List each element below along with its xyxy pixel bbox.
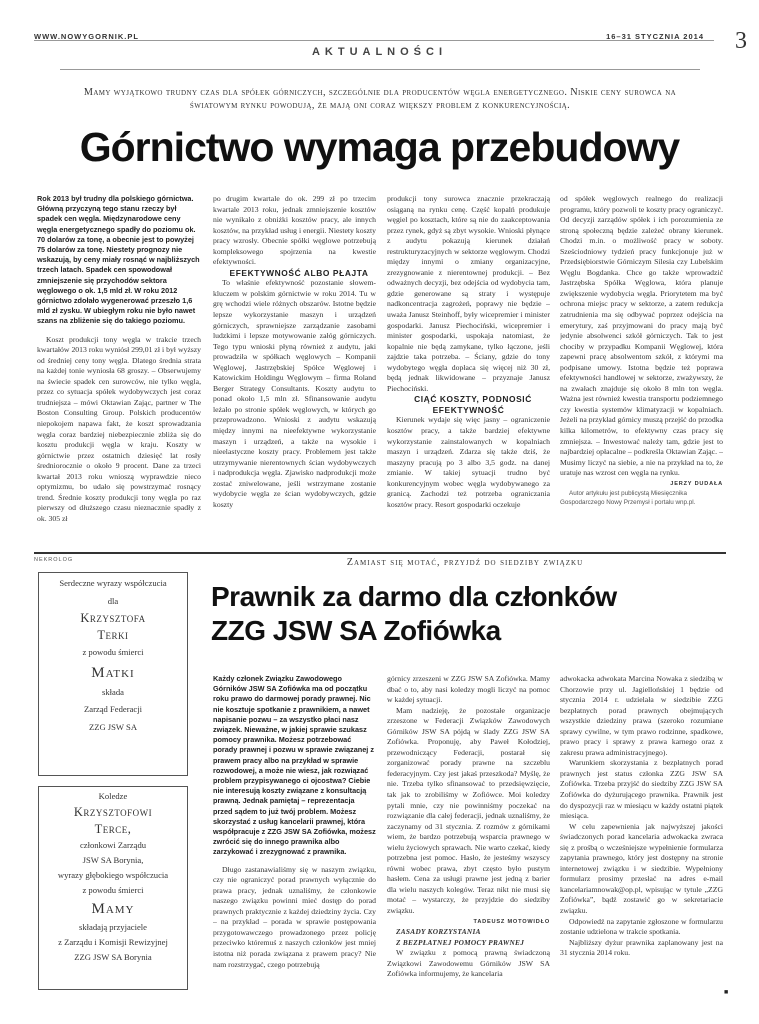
obituary-text: Serdeczne wyrazy współczucia (59, 578, 167, 588)
article-column-4 (560, 194, 723, 546)
subheading: Z BEZPŁATNEJ POMOCY PRAWNEJ (396, 937, 525, 947)
obituary-name: Terki (97, 628, 129, 642)
article-title: Górnictwo wymaga przebudowy (79, 124, 680, 170)
title-line: ZZG JSW SA Zofiówka (211, 615, 501, 646)
section-title: AKTUALNOŚCI (311, 46, 448, 58)
paragraph: po drugim kwartale do ok. 299 zł po trzecim kwartale 2013 roku, jednak zmniejszenie kosztów nie wynikało z obniżki kosztów pracy, ale innych kosztów, na przykład usług i energii. Niestety koszty pracy wzrosły. Obecnie spółki węglowe potrzebują kompleksowego spojrzenia na kwestie efektywności. (213, 194, 376, 267)
article2-column-1 (213, 674, 376, 992)
obituary-text: ZZG JSW SA (88, 721, 138, 732)
obituary-text: wyrazy głębokiego współczucia (57, 870, 169, 880)
author-signature: JERZY DUDAŁA (670, 480, 723, 487)
article-divider (34, 552, 726, 554)
page-number: 3 (735, 28, 747, 54)
title-line: Prawnik za darmo dla członków (211, 581, 617, 612)
paragraph: Długo zastanawialiśmy się w naszym związku, czy nie ograniczyć porad prawnych wyłącznie do prawa pracy, jednak uznaliśmy, że członkowie naszego związku powinni mieć dostęp do porad prawnych praktycznie z każdej dziedziny życia. Czy – na przykład – porada w sprawie postępowania przygotowawczego prowadzonego przez policję przeciwko któremuś z naszych członków jest mniej istotna niż porada związana z prawem pracy? Nie nam rozstrzygać, czego potrzebują (213, 864, 376, 969)
obituary-deceased: Matki (91, 664, 135, 681)
paragraph: Mam nadzieję, że pozostałe organizacje zrzeszone w Federacji Związków Zawodowych Górników JSW SA pójdą w ślady ZZG JSW SA Zofiówka. Proponuję, aby Paweł Kołodziej, przewodniczący Federacji, postarał się zorganizować porady prawne na szczeblu federacyjnym. Czy jest jakaś przeszkoda? Myślę, że nie. Trzeba tylko sfinansować to przedsięwzięcie, tak jak to zrobiliśmy w Zofiówce. Moi koledzy pytali mnie, czy nie powinniśmy poczekać na rozwiązanie dla całej federacji, jednak uznaliśmy, że zaczynamy od 31 stycznia. Z rozmów z górnikami wiem, że bardzo potrzebują wsparcia prawnego w wielu życiowych sprawach. Nie warto czekać, kiedy potrzebna jest pomoc. Hasło, że jesteśmy wszyscy równi wobec prawa, zbyt często było pustym hasłem. Cena za usługi prawne jest jedną z barier dla wielu naszych kolegów. Teraz nikt nie musi się motać – wystarczy, że przyjdzie do siedziby związku. (387, 705, 550, 916)
end-mark: ■ (724, 988, 729, 996)
article-column-1 (37, 194, 201, 546)
obituary-name: Terce, (94, 822, 132, 836)
obituary-text: dla (107, 595, 119, 606)
obituary-text: z powodu śmierci (82, 647, 144, 657)
article-kicker: Zamiast się motać, przyjdź do siedziby związku (346, 557, 584, 568)
obituary-name: Krzysztofowi (73, 805, 153, 819)
article-title-2 (211, 580, 731, 648)
page-header (34, 26, 726, 40)
article-intro: Rok 2013 był trudny dla polskiego górnictwa. Główną przyczyną tego stanu rzeczy był spadek cen węgla. Międzynarodowe ceny węgla energetycznego spadły do poziomu ok. 70 dolarów za tonę, a obecnie jest to powyżej 75 dolarów za tonę. Niestety prognozy nie wskazują, by ceny miały rosnąć w najbliższych trzech latach. Spadek cen spowodował zmniejszenie się przychodów sektora węglowego o ok. 1,5 mld zł. W roku 2012 górnictwo zdołało wygenerować przeszło 1,6 mld zł zysku. W ubiegłym roku nie było nawet szans na zbliżenie się do takiego poziomu. (37, 194, 200, 326)
paragraph: Warunkiem skorzystania z bezpłatnych porad prawnych jest status członka ZZG JSW SA Zofiówka. Trzeba przyjść do siedziby ZZG JSW SA Zofiówka do dyżurującego prawnika. Prawnik jest do dyspozycji raz w miesiącu w każdy ostatni piątek miesiąca. (560, 758, 723, 821)
author-signature: TADEUSZ MOTOWIDŁO (473, 918, 550, 925)
article-column-3 (387, 194, 550, 546)
paragraph: od spółek węglowych realnego do realizacji programu, który pozwoli te koszty pracy ograniczyć. Od decyzji zarządów spółek i ich porozumienia ze stroną społeczną będzie zależeć obrany kierunek. Chodzi m.in. o możliwość pracy w soboty. Sześciodniowy tydzień pracy funkcjonuje już w Przedsiębiorstwie Górniczym Silesia czy Lubelskim Węglu Bogdanka. Chce go także wprowadzić Jastrzębska Spółka Węglowa, która planuje zwiększenie wydobycia węgla. Priorytetem ma być ochrona miejsc pracy w sektorze, a zatem redukcja zatrudnienia ma się odbywać poprzez odejścia na emerytury, zaś przyjmowani do pracy mają być jedynie absolwenci szkół górniczych. Tak to jest chociby w przypadku Kompanii Węglowej, która zapewni pracę absolwentom szkół, z którymi ma podpisane umowy. Istotna będzie też poprawa efektywności handlowej w sektorze, zważywszy, że na zwałach znajduje się około 8 mln ton węgla. Ważna jest również kwestia transportu podziemnego czy kwestia systemów klimatyzacji w kopalniach. Jeżeli na przykład górnicy muszą przejść do przodka kilka kilometrów, to efektywny czas pracy się zmniejsza. – Inwestować należy tam, gdzie jest to najbardziej opłacalne – podkreśla Oktawian Zając. – Musimy liczyć na siebie, a nie na przykład na to, że uratuje nas wzrost cen węgla na rynku. (560, 194, 723, 478)
paragraph: W związku z pomocą prawną świadczoną Związkowi Zawodowemu Górników JSW SA Zofiówka informujemy, że kancelaria (387, 948, 550, 979)
obituary-box-2 (38, 786, 188, 990)
obituary-text: składa (102, 686, 124, 697)
paragraph: To właśnie efektywność pozostanie słowem-kluczem w polskim górnictwie w roku 2014. Tu w grę wchodzi wiele różnych obszarów. Istotne będzie lepsze wykorzystanie maszyn i urządzeń górniczych, sprawniejsze zarządzanie zasobami ludzkimi i lepsze motywowanie załóg górniczych. Tego typu wnioski płyną również z audytu, jaki prowadziła w spółkach węglowych – Kompanii Węglowej, Jastrzębskiej Spółce Węglowej i Katowickim Holdingu Węglowym – firma Roland Berger Strategy Consultants. Koszty audytu to ponad około 1,5 mln zł. Sfinansowanie audytu leżało po stronie spółek węglowych, w których go przeprowadzono. Wnioski z audytu wskazują między innymi na nieefektywne wykorzystanie maszyn i urządzeń, a także na wysokie i nieelastyczne koszty pracy. Problemem jest także utrzymywanie nierentownych ścian wydobywczych i nadprodukcja węgla. Zjawisko nadprodukcji może zostać zniwelowane, jeśli wstrzymane zostanie wydobycie węgla ze ścian wydobywczych, gdzie koszty (213, 278, 376, 509)
article-column-2 (213, 194, 376, 546)
paragraph: górnicy zrzeszeni w ZZG JSW SA Zofiówka. Mamy dbać o to, aby nasi koledzy mogli liczyć na pomoc w każdej sytuacji. (387, 674, 550, 705)
section-rule (60, 69, 700, 70)
header-rule (34, 40, 714, 41)
paragraph: W celu zapewnienia jak najwyższej jakości świadczonych porad kancelaria adwokacka zwraca się z prośbą o wcześniejsze wypełnienie formularza zapytania prawnego, który jest dostępny na stronie internetowej związku i w siedzibie. Wypełniony formularz prosimy przesłać na adres e-mail kancelariamnowak@op.pl, wpisując w tytule „ZZG Zofiówka”, bądź zostawić go w sekretariacie związku. (560, 821, 723, 916)
subheading: CIĄĆ KOSZTY, PODNOSIĆ EFEKTYWNOŚĆ (414, 394, 532, 415)
obituary-text: ZZG JSW SA Borynia (74, 952, 152, 962)
article2-column-3 (560, 674, 723, 992)
obituary-text: JSW SA Borynia, (82, 855, 144, 865)
obituary-text: z powodu śmierci (82, 885, 144, 895)
subheading: EFEKTYWNOŚĆ ALBO PŁAJTA (229, 267, 369, 278)
paragraph: Odpowiedź na zapytanie zgłoszone w formularzu zostanie udzielona w trakcie spotkania. (560, 916, 723, 937)
obituary-text: z Zarządu i Komisji Rewizyjnej (58, 937, 168, 947)
obituary-text: członkowi Zarządu (79, 840, 147, 850)
paragraph: adwokacka adwokata Marcina Nowaka z siedzibą w Chorzowie przy ul. Jagiellońskiej 1 będzie od stycznia 2014 r. udzielała w siedzibie ZZG bezpłatnych porad prawnych obejmujących wszystkie dziedziny prawa (szeroko rozumiane sprawy cywilne, w tym prawo rodzinne, spadkowe, prawo pracy i sprawy z prawa karnego oraz z zakresu prawa administracyjnego). (560, 674, 723, 757)
article-lead: Mamy wyjątkowo trudny czas dla spółek górniczych, szczególnie dla producentów węgla energetycznego. Niskie ceny surowca na światowym rynku powodują, że mają oni coraz większy problem z konkurencyjnością. (83, 87, 677, 111)
article2-column-2 (387, 674, 550, 992)
obituary-name: Krzysztofa (80, 611, 146, 625)
obituary-box-1 (38, 572, 188, 776)
author-note: Autor artykułu jest publicystą Miesięcznika Gospodarczego Nowy Przemysł i portalu wnp.pl. (560, 490, 696, 507)
paragraph: Koszt produkcji tony węgla w trakcie trzech kwartałów 2013 roku wyniósł 299,01 zł i był wyższy od średniej ceny tony węgla. Dlatego średnia strata na każdej tonie wyniosła 68 groszy. – Obserwujemy na świecie spadek cen surowców, nie tylko węgla, przez co sytuacja spółek wydobywczych jest coraz trudniejsza – mówi Oktawian Zając, partner w The Boston Consulting Group. Polskich producentów niepokojem napawa fakt, że koszt sprowadzania węgla coraz bardziej niebezpiecznie zbliża się do kosztu produkcji węgla w kraju. Koszty w górnictwie przez ostatnich dziesięć lat rosły średniorocznie o około 9 procent. Dane za trzeci kwartał 2013 roku wnioszą wyprawdzie nieco optymizmu, bo udało się powstrzymać rosnący trend. Średnie koszty produkcji tony węgla po raz pierwszy od dłuższego czasu nieznacznie spadły z ok. 305 zł (37, 334, 201, 523)
obituary-deceased: Mamy (91, 901, 135, 917)
paragraph: Najbliższy dyżur prawnika zaplanowany jest na 31 stycznia 2014 roku. (560, 937, 723, 958)
obituary-text: składają przyjaciele (79, 922, 147, 932)
paragraph: Kierunek wydaje się więc jasny – ograniczenie kosztów pracy, a także bardziej efektywne wykorzystanie zainstalowanych w kopalniach maszyn i urządzeń. Zdarza się także dziś, że maszyny pracują po 3 albo 3,5 godz. na danej zmianie. W takiej sytuacji trudno być konkurencyjnym wobec węgla wydobywanego za granicą. Zachodzi też potrzeba ograniczania kosztów pracy. Resort gospodarki oczekuje (387, 415, 550, 509)
obituary-label: NEKROLOG (34, 557, 74, 563)
subheading: ZASADY KORZYSTANIA (396, 927, 481, 937)
site-url: WWW.NOWYGORNIK.PL (34, 32, 139, 41)
issue-date: 16–31 STYCZNIA 2014 (606, 32, 704, 41)
paragraph: produkcji tony surowca znacznie przekraczają osiąganą na rynku cenę. Część kopalń produkuje węgiel po kosztach, które są nie do zaakceptowania przez rynek, gdyż są zbyt wysokie. Wnioski płynące z audytu pokazują kierunek działań restrukturyzacyjnych w sektorze węglowym. Chodzi między innymi o zmiany organizacyjne, zrezygnowanie z nierentownej produkcji. – Bez odważnych decyzji, bez odejścia od wydobycia tam, gdzie generowane są straty i występuje nadkoncentracja zagrożeń, poprawy nie będzie – uważa Janusz Steinhoff, były wicepremier i minister gospodarki. Janusz Piechociński, wicepremier i minister gospodarki, uspokaja natomiast, że kopalnie nie będą zamykane, tylko łączone, jeśli zajdzie taka potrzeba. – Ściany, gdzie do tony wydobytego węgla dopłaca się więcej niż 30 zł, będą jednak likwidowane – przyznaje Janusz Piechociński. (387, 194, 550, 393)
article2-intro: Każdy członek Związku Zawodowego Górników JSW SA Zofiówka ma od początku roku prawo do darmowej porady prawnej. Nic nie kosztuje spotkanie z prawnikiem, a nawet napisanie pozwu – za wszystko płaci nasz związek. Nieważne, w jakiej sprawie szukasz pomocy prawnika. Możesz potrzebować porady prawnej i pozwu w sprawie związanej z prawem pracy albo na przykład w sprawie rozwodowej, a może nie wiesz, jak rozwiązać problem przypisywanego ci ojcostwa? Ciebie nie interesują koszty związane z konsultacją prawną. Jednak pamiętaj – reprezentacja przed sądem to już twój problem. Możesz skorzystać z usług kancelarii prawnej, która współpracuje z ZZG JSW SA Zofiówka, możesz zwrócić się do innego prawnika albo zarzykować i zrezygnować z prawnika. (213, 674, 376, 857)
obituary-text: Koledze (98, 791, 128, 801)
obituary-text: Zarząd Federacji (84, 704, 142, 714)
